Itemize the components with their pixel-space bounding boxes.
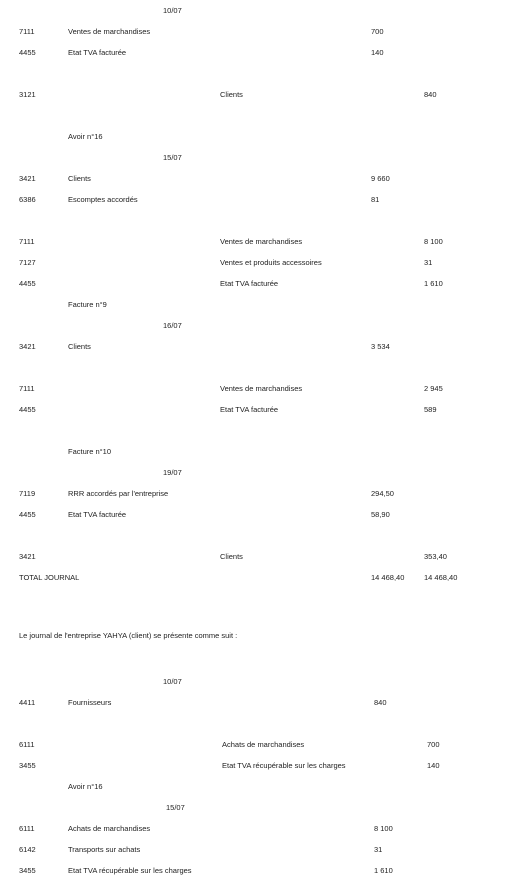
account-number: 3455	[19, 761, 36, 770]
account-number: 4455	[19, 279, 36, 288]
credit-amount: 1 610	[424, 279, 443, 288]
credit-amount: 31	[424, 258, 433, 267]
debit-account-label: Achats de marchandises	[68, 824, 151, 833]
debit-amount: 81	[371, 195, 380, 204]
credit-amount: 8 100	[424, 237, 443, 246]
entry-date: 15/07	[166, 803, 185, 812]
debit-account-label: Transports sur achats	[68, 845, 141, 854]
debit-amount: 58,90	[371, 510, 390, 519]
account-number: 7111	[19, 384, 35, 393]
entry-date: 10/07	[163, 6, 182, 15]
debit-amount: 700	[371, 27, 384, 36]
debit-amount: 1 610	[374, 866, 393, 875]
credit-amount: 700	[427, 740, 440, 749]
debit-account-label: Clients	[68, 174, 91, 183]
debit-amount: 31	[374, 845, 383, 854]
total-credit: 14 468,40	[424, 573, 458, 582]
account-number: 6111	[19, 740, 35, 749]
entry-date: 19/07	[163, 468, 182, 477]
credit-account-label: Clients	[220, 90, 243, 99]
credit-account-label: Ventes de marchandises	[220, 384, 303, 393]
account-number: 3421	[19, 174, 36, 183]
debit-account-label: Clients	[68, 342, 91, 351]
account-number: 7127	[19, 258, 36, 267]
debit-amount: 9 660	[371, 174, 390, 183]
account-number: 6386	[19, 195, 36, 204]
debit-account-label: Fournisseurs	[68, 698, 112, 707]
credit-account-label: Achats de marchandises	[222, 740, 305, 749]
account-number: 7111	[19, 237, 35, 246]
debit-account-label: Ventes de marchandises	[68, 27, 151, 36]
debit-amount: 140	[371, 48, 384, 57]
credit-account-label: Ventes et produits accessoires	[220, 258, 322, 267]
credit-account-label: Etat TVA facturée	[220, 279, 279, 288]
debit-account-label: Etat TVA récupérable sur les charges	[68, 866, 192, 875]
credit-amount: 140	[427, 761, 440, 770]
credit-account-label: Clients	[220, 552, 243, 561]
entry-date: 15/07	[163, 153, 182, 162]
account-number: 4455	[19, 510, 36, 519]
document-reference: Avoir n°16	[68, 132, 103, 141]
debit-account-label: Escomptes accordés	[68, 195, 138, 204]
account-number: 3421	[19, 342, 36, 351]
debit-amount: 8 100	[374, 824, 393, 833]
account-number: 7119	[19, 489, 36, 498]
entry-date: 16/07	[163, 321, 182, 330]
debit-amount: 294,50	[371, 489, 394, 498]
credit-account-label: Etat TVA facturée	[220, 405, 279, 414]
credit-account-label: Etat TVA récupérable sur les charges	[222, 761, 346, 770]
debit-account-label: Etat TVA facturée	[68, 510, 127, 519]
credit-amount: 840	[424, 90, 437, 99]
credit-account-label: Ventes de marchandises	[220, 237, 303, 246]
intro-paragraph: Le journal de l'entreprise YAHYA (client) se présente comme suit :	[19, 631, 238, 640]
account-number: 6142	[19, 845, 36, 854]
account-number: 4455	[19, 48, 36, 57]
total-debit: 14 468,40	[371, 573, 405, 582]
account-number: 3121	[19, 90, 36, 99]
debit-amount: 840	[374, 698, 387, 707]
journal-total-label: TOTAL JOURNAL	[19, 573, 80, 582]
account-number: 6111	[19, 824, 35, 833]
credit-amount: 353,40	[424, 552, 447, 561]
account-number: 7111	[19, 27, 35, 36]
credit-amount: 2 945	[424, 384, 443, 393]
debit-account-label: Etat TVA facturée	[68, 48, 127, 57]
account-number: 4411	[19, 698, 36, 707]
account-number: 4455	[19, 405, 36, 414]
entry-date: 10/07	[163, 677, 182, 686]
account-number: 3421	[19, 552, 36, 561]
document-reference: Avoir n°16	[68, 782, 103, 791]
account-number: 3455	[19, 866, 36, 875]
document-reference: Facture n°10	[68, 447, 112, 456]
credit-amount: 589	[424, 405, 437, 414]
debit-amount: 3 534	[371, 342, 390, 351]
document-reference: Facture n°9	[68, 300, 107, 309]
debit-account-label: RRR accordés par l'entreprise	[68, 489, 169, 498]
